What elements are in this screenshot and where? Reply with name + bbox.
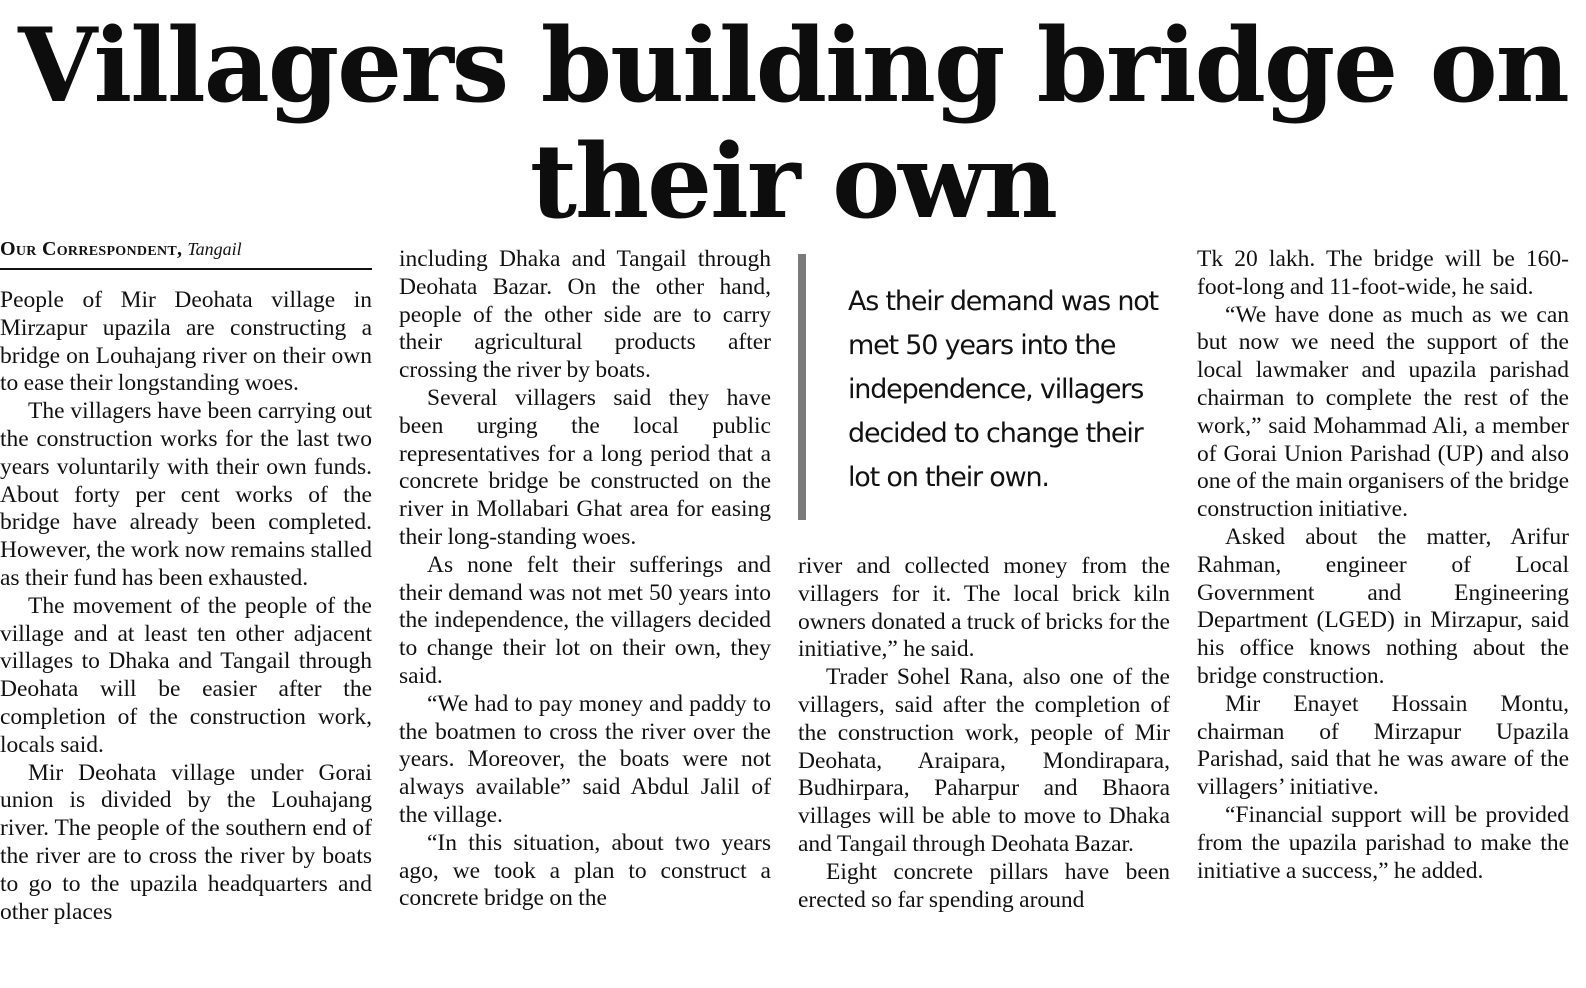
headline: Villagers building bridge on their own (18, 6, 1568, 242)
paragraph: Mir Enayet Hossain Montu, chairman of Mirzapur Upazila Parishad, said that he was aware of the villagers’ initiative. (1197, 690, 1569, 801)
byline-place: Tangail (187, 239, 242, 259)
paragraph: river and collected money from the villagers for it. The local brick kiln owners donated a truck of bricks for the initiative,” he said. (798, 553, 1170, 663)
paragraph: “We have done as much as we can but now we need the support of the local lawmaker and upazila parishad chairman to complete the rest of the work,” said Mohammad Ali, a member of Gorai Union Parishad (UP) and also one of the main organisers of the bridge construction initiative. (1197, 301, 1569, 523)
paragraph: The movement of the people of the village and at least ten other adjacent villages to Dhaka and Tangail through Deohata will be easier after the completion of the construction work, locals said. (0, 592, 372, 758)
paragraph: Trader Sohel Rana, also one of the villagers, said after the completion of the construction work, people of Mir Deohata, Araipara, Mondirapara, Budhirpara, Paharpur and Bhaora villages will be able to move to Dhaka and Tangail through Deohata Bazar. (798, 664, 1170, 857)
paragraph: People of Mir Deohata village in Mirzapur upazila are constructing a bridge on Louhajang river on their own to ease their longstanding woes. (0, 287, 372, 397)
paragraph: Eight concrete pillars have been erected so far spending around (798, 858, 1170, 913)
paragraph: “Financial support will be provided from the upazila parishad to make the initiative a success,” he added. (1197, 801, 1569, 884)
byline (0, 238, 372, 270)
paragraph: Several villagers said they have been urging the local public representatives for a long period that a concrete bridge be constructed on the river in Mollabari Ghat area for easing their long-standing woes. (399, 384, 771, 550)
article-column-4 (1197, 246, 1569, 988)
paragraph: including Dhaka and Tangail through Deohata Bazar. On the other hand, people of the other side are to carry their agricultural products after crossing the river by boats. (399, 246, 771, 384)
byline-author: Our Correspondent, (0, 238, 183, 260)
pull-quote (798, 254, 1170, 520)
article-column-2 (399, 246, 771, 988)
paragraph: “We had to pay money and paddy to the boatmen to cross the river over the years. Moreover, the boats were not always available” said Abdul Jalil of the village. (399, 690, 771, 828)
paragraph: Tk 20 lakh. The bridge will be 160-foot-long and 11-foot-wide, he said. (1197, 246, 1569, 300)
article-column-3 (798, 553, 1170, 988)
paragraph: The villagers have been carrying out the construction works for the last two years voluntarily with their own funds. About forty per cent works of the bridge have already been completed. However, the work now remains stalled as their fund has been exhausted. (0, 398, 372, 591)
paragraph: As none felt their sufferings and their demand was not met 50 years into the independence, the villagers decided to change their lot on their own, they said. (399, 551, 771, 689)
pull-quote-text: As their demand was not met 50 years into the independence, villagers decided to change their lot on their own. (848, 286, 1158, 493)
paragraph: Asked about the matter, Arifur Rahman, engineer of Local Government and Engineering Department (LGED) in Mirzapur, said his office knows nothing about the bridge construction. (1197, 523, 1569, 689)
paragraph: Mir Deohata village under Gorai union is divided by the Louhajang river. The people of the southern end of the river are to cross the river by boats to go to the upazila headquarters and other places (0, 759, 372, 925)
article-column-1 (0, 287, 372, 988)
paragraph: “In this situation, about two years ago, we took a plan to construct a concrete bridge on the (399, 829, 771, 912)
pull-quote-bar (798, 254, 806, 520)
